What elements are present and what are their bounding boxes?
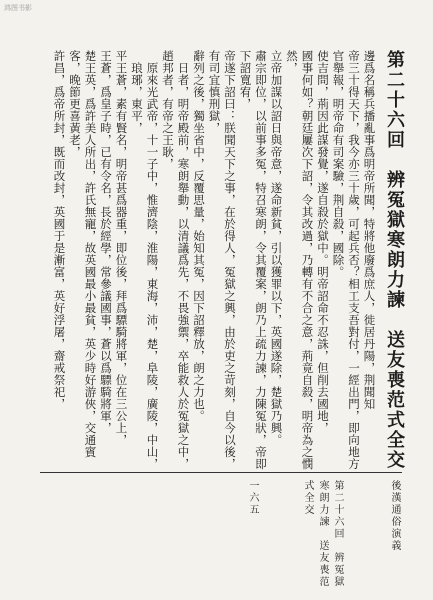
text-column: 王蒼，爲皇子時，已有令名，長於經學，常參議國事，蒼以爲驃騎將軍， [99,50,113,434]
book-page [30,10,410,590]
text-column: 國事何如？朝廷屢次下詔，令其改過，乃轉有不合之意，荊竟自殺，明帝為之憫然， [285,50,315,470]
text-column: 平王蒼，素有賢名，明帝甚爲器重，即位後，拜爲驃騎將軍，位在三公上， [114,50,129,446]
text-column: 使吉問，荊因此謀發覺，遂自殺於獄中。明帝詔命不忍誅，但削去國地， [316,50,330,434]
page-number: 一六五 [247,480,258,516]
text-column: 帝遂下詔曰：朕聞天下之事，在於得人，冤獄之興，由於吏之苛刻，自今以後，有司宜慎刑獄， [207,50,237,470]
running-chapter-title: 第二十六回 辨冤獄寒朗力諫 送友喪范式全交 [302,480,343,588]
chapter-title: 第二十六回 辨冤獄寒朗力諫 送友喪范式全交 [384,50,405,470]
page-body [37,50,405,470]
text-column: 辭列之後，獨坐省中，反覆思量，始知其冤，因下詔釋放，朗之力也。 [192,50,206,422]
text-column: 楚王英，爲許美人所出，許氏無寵，故英國最小最貧，英少時好游俠，交通賓客，晚節更喜黃老， [68,50,98,458]
text-column: 立帝加謀以詔日與帝意，遂命新貧，引以獲罪以下，英國遂除，楚獄乃興。 [269,50,284,446]
text-column: 邊爲名稱兵播亂事爲明帝所聞，特將他廢爲庶人，徙居丹陽，荆聞知 [362,50,377,410]
text-column: 原來光武帝，十一子中，惟濟陰，淮陽，東海，沛，楚，阜陵，廣陵，中山，琅琊，東平， [130,62,160,470]
text-column: 帝三十得天下，我今亦三十歲，可起兵否？相工支吾對付，一經出門，即向地方官舉報，明帝命有司案驗，荆自殺，國除。 [331,50,361,470]
book-title: 後漢通俗演義 [389,480,400,552]
viewer-watermark: 鸿图书影 [4,4,32,12]
text-column: 趙邦者，有帝之王耿， [161,50,175,170]
footer-divider [40,472,402,473]
page-footer [37,480,402,590]
text-column: 肅宗即位，以前事多冤，特召寒朗，令其覆案，朗乃上疏力諫，力陳冤狀，帝即下詔寬宥， [238,50,268,470]
text-column: 許昌，爲帝所封，既而改封，英國于是漸富，英好浮屠，齋戒祭祀， [52,50,67,410]
text-column: 日者，明帝殿前，寒朗舉動，以清議爲先，不畏強禦，卒能救人於冤獄之中， [176,62,191,470]
